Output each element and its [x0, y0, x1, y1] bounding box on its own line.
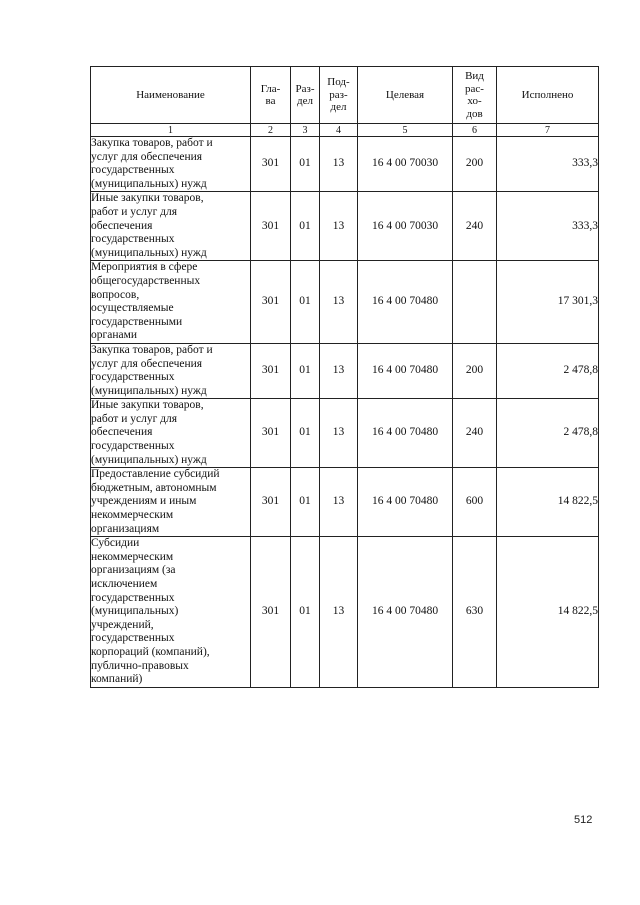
row-name: Мероприятия в сфере общегосударственных вопросов, осуществляемые государственными органами: [91, 261, 251, 344]
row-executed: 14 822,5: [497, 468, 599, 537]
budget-table: [90, 66, 599, 688]
row-executed: 333,3: [497, 192, 599, 261]
header-executed: Исполнено: [497, 67, 599, 124]
row-section: 01: [291, 343, 320, 398]
row-subsection: 13: [320, 261, 358, 344]
row-subsection: 13: [320, 537, 358, 688]
row-executed: 2 478,8: [497, 399, 599, 468]
header-chapter: Гла- ва: [251, 67, 291, 124]
row-name: Закупка товаров, работ и услуг для обеспечения государственных (муниципальных) нужд: [91, 137, 251, 192]
column-number: 1: [91, 124, 251, 137]
header-target: Целевая: [358, 67, 453, 124]
row-chapter: 301: [251, 343, 291, 398]
row-target: 16 4 00 70480: [358, 537, 453, 688]
row-subsection: 13: [320, 399, 358, 468]
table-row: [91, 137, 599, 192]
row-section: 01: [291, 537, 320, 688]
table-row: [91, 399, 599, 468]
header-name: Наименование: [91, 67, 251, 124]
table-row: [91, 343, 599, 398]
row-target: 16 4 00 70030: [358, 192, 453, 261]
row-expense-type: [453, 261, 497, 344]
table-row: [91, 192, 599, 261]
row-expense-type: 200: [453, 343, 497, 398]
row-name: Иные закупки товаров, работ и услуг для обеспечения государственных (муниципальных) нужд: [91, 399, 251, 468]
row-target: 16 4 00 70030: [358, 137, 453, 192]
row-target: 16 4 00 70480: [358, 343, 453, 398]
table-row: [91, 468, 599, 537]
column-number-row: [91, 124, 599, 137]
row-target: 16 4 00 70480: [358, 261, 453, 344]
header-section: Раз- дел: [291, 67, 320, 124]
row-section: 01: [291, 261, 320, 344]
table-row: [91, 537, 599, 688]
column-number: 7: [497, 124, 599, 137]
row-subsection: 13: [320, 137, 358, 192]
row-chapter: 301: [251, 137, 291, 192]
row-section: 01: [291, 192, 320, 261]
row-executed: 333,3: [497, 137, 599, 192]
table-row: [91, 261, 599, 344]
row-expense-type: 630: [453, 537, 497, 688]
column-number: 3: [291, 124, 320, 137]
column-number: 4: [320, 124, 358, 137]
row-chapter: 301: [251, 537, 291, 688]
row-subsection: 13: [320, 468, 358, 537]
row-chapter: 301: [251, 261, 291, 344]
page-number: 512: [574, 814, 593, 826]
row-name: Иные закупки товаров, работ и услуг для обеспечения государственных (муниципальных) нужд: [91, 192, 251, 261]
row-chapter: 301: [251, 468, 291, 537]
row-section: 01: [291, 399, 320, 468]
row-section: 01: [291, 468, 320, 537]
row-name: Закупка товаров, работ и услуг для обеспечения государственных (муниципальных) нужд: [91, 343, 251, 398]
row-expense-type: 240: [453, 192, 497, 261]
column-number: 6: [453, 124, 497, 137]
column-number: 5: [358, 124, 453, 137]
row-chapter: 301: [251, 192, 291, 261]
row-subsection: 13: [320, 192, 358, 261]
row-expense-type: 600: [453, 468, 497, 537]
row-name: Предоставление субсидий бюджетным, автономным учреждениям и иным некоммерческим организациям: [91, 468, 251, 537]
row-target: 16 4 00 70480: [358, 399, 453, 468]
header-expense-type: Вид рас- хо- дов: [453, 67, 497, 124]
column-number: 2: [251, 124, 291, 137]
row-section: 01: [291, 137, 320, 192]
row-subsection: 13: [320, 343, 358, 398]
row-executed: 2 478,8: [497, 343, 599, 398]
row-executed: 17 301,3: [497, 261, 599, 344]
header-subsection: Под- раз- дел: [320, 67, 358, 124]
header-row: [91, 67, 599, 124]
row-name: Субсидии некоммерческим организациям (за исключением государственных (муниципальных) учреждений, государственных корпораций (компаний), публично-правовых компаний): [91, 537, 251, 688]
row-target: 16 4 00 70480: [358, 468, 453, 537]
row-chapter: 301: [251, 399, 291, 468]
row-expense-type: 240: [453, 399, 497, 468]
row-executed: 14 822,5: [497, 537, 599, 688]
row-expense-type: 200: [453, 137, 497, 192]
